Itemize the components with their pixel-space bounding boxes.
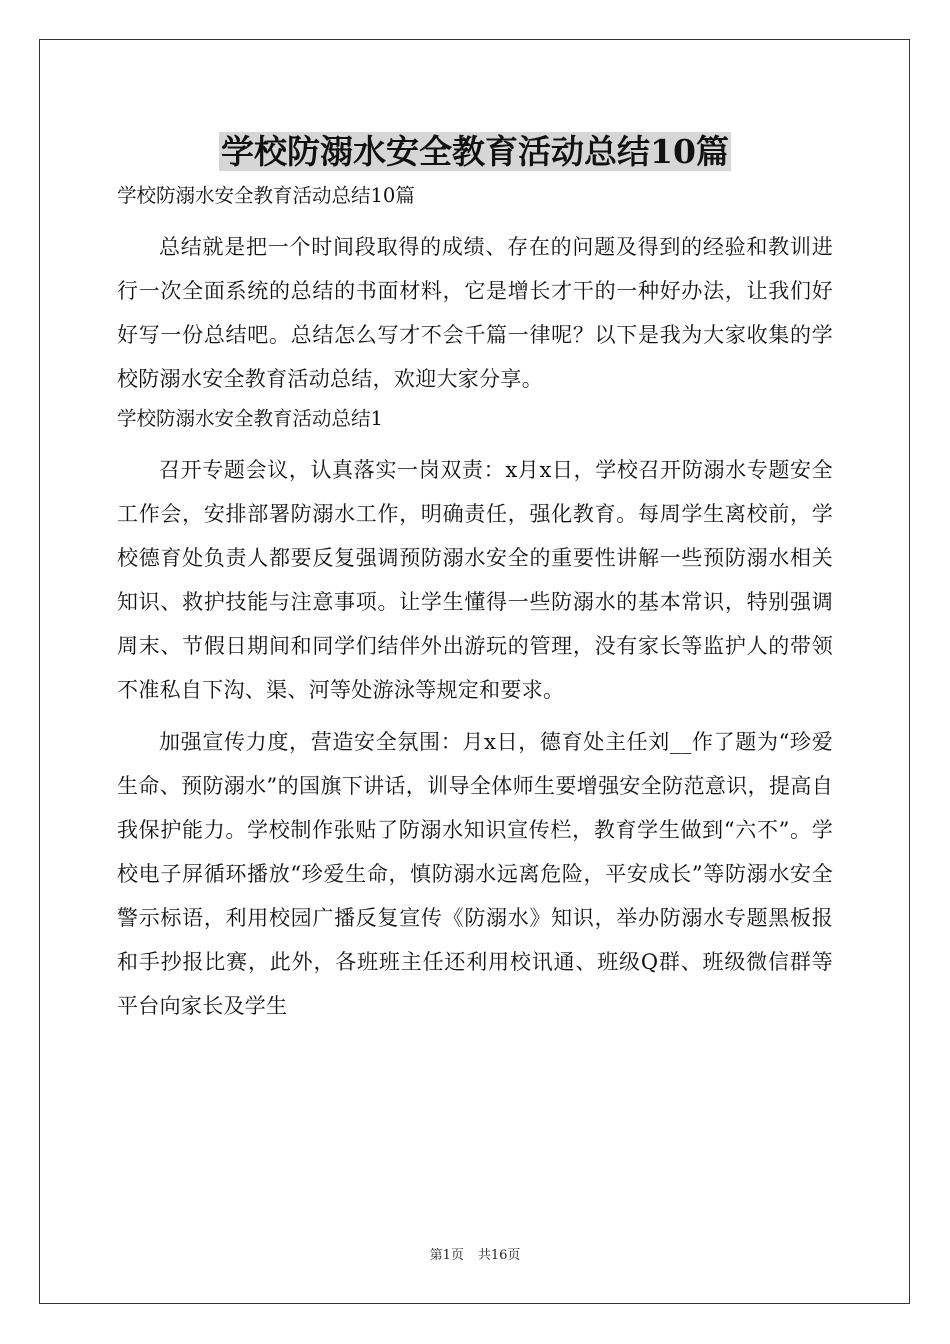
section-1-paragraph-2: 加强宣传力度，营造安全氛围：月x日，德育处主任刘__作了题为“珍爱生命、预防溺水”的国旗下讲话，训导全体师生要增强安全防范意识，提高自我保护能力。学校制作张贴了防溺水知识宣传栏，教育学生做到“六不”。学校电子屏循环播放“珍爱生命，慎防溺水远离危险，平安成长”等防溺水安全警示标语，利用校园广播反复宣传《防溺水》知识，举办防溺水专题黑板报和手抄报比赛，此外，各班班主任还利用校讯通、班级Q群、班级微信群等平台向家长及学生 bbox=[117, 730, 833, 1018]
document-title-text: 学校防溺水安全教育活动总结10篇 bbox=[221, 132, 729, 171]
section-1-heading: 学校防溺水安全教育活动总结1 bbox=[117, 407, 383, 430]
page-number: 第1页 bbox=[429, 1248, 464, 1263]
document-body bbox=[117, 128, 833, 1031]
section-1-paragraph-1: 召开专题会议，认真落实一岗双责：x月x日，学校召开防溺水专题安全工作会，安排部署防溺水工作，明确责任，强化教育。每周学生离校前，学校德育处负责人都要反复强调预防溺水安全的重要性讲解一些预防溺水相关知识、救护技能与注意事项。让学生懂得一些防溺水的基本常识，特别强调周末、节假日期间和同学们结伴外出游玩的管理，没有家长等监护人的带领不准私自下沟、渠、河等处游泳等规定和要求。 bbox=[117, 458, 833, 702]
intro-paragraph: 总结就是把一个时间段取得的成绩、存在的问题及得到的经验和教训进行一次全面系统的总结的书面材料，它是增长才干的一种好办法，让我们好好写一份总结吧。总结怎么写才不会千篇一律呢？以下是我为大家收集的学校防溺水安全教育活动总结，欢迎大家分享。 bbox=[117, 235, 833, 391]
document-title bbox=[117, 128, 833, 176]
page-total: 共16页 bbox=[477, 1248, 521, 1263]
document-subtitle: 学校防溺水安全教育活动总结10篇 bbox=[117, 184, 415, 207]
page-footer bbox=[0, 1247, 950, 1265]
